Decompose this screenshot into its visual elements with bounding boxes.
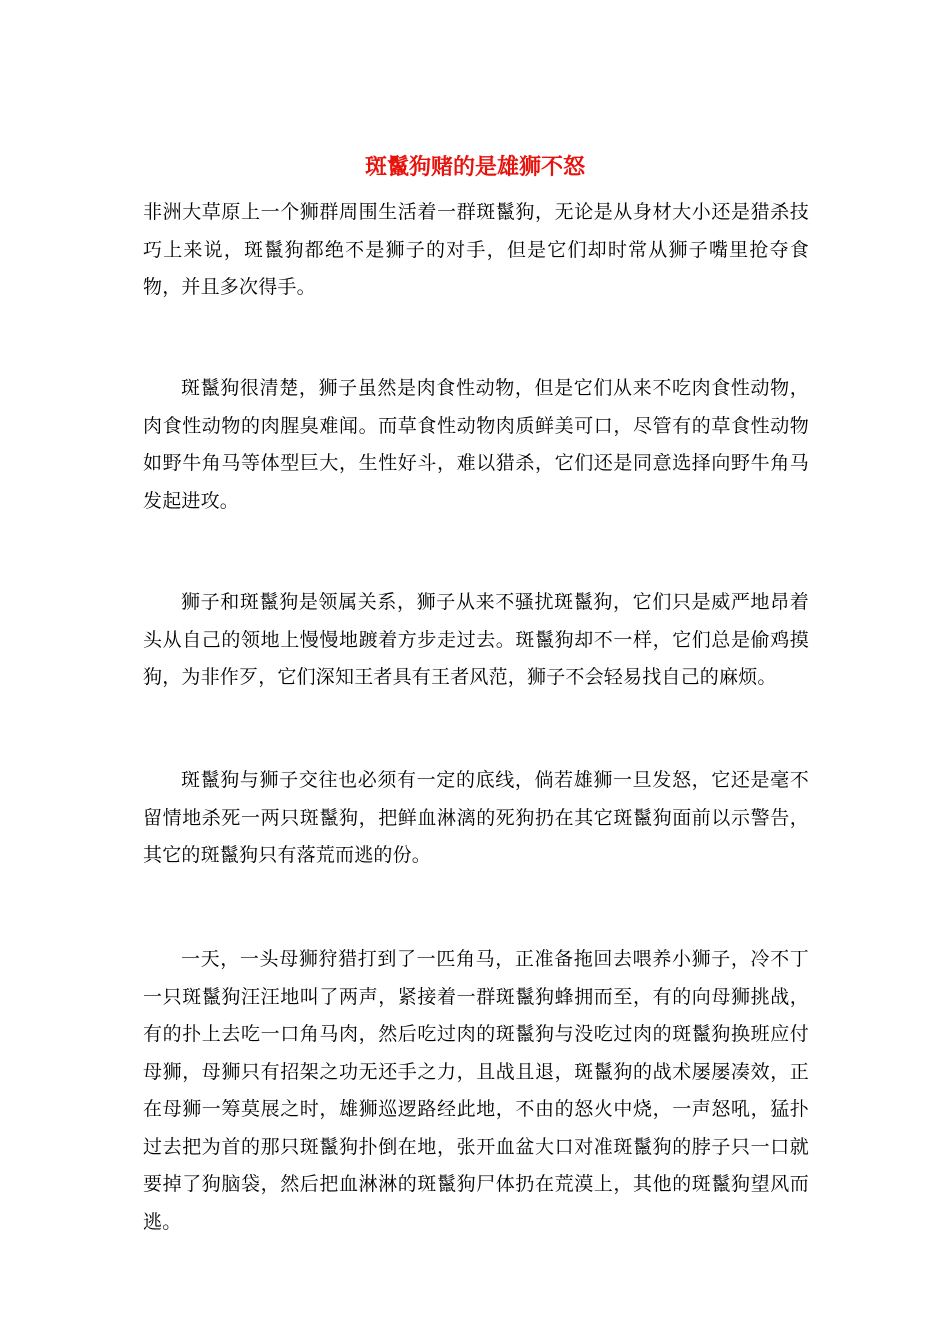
paragraph-3: 狮子和斑鬣狗是领属关系，狮子从来不骚扰斑鬣狗，它们只是威严地昂着头从自己的领地上慢慢地踱着方步走过去。斑鬣狗却不一样，它们总是偷鸡摸狗，为非作歹，它们深知王者具有王者风范，狮子不会轻易找自己的麻烦。 bbox=[143, 591, 809, 688]
paragraph-2: 斑鬣狗很清楚，狮子虽然是肉食性动物，但是它们从来不吃肉食性动物，肉食性动物的肉腥臭难闻。而草食性动物肉质鲜美可口，尽管有的草食性动物如野牛角马等体型巨大，生性好斗，难以猎杀，它们还是同意选择向野牛角马发起进攻。 bbox=[143, 377, 809, 512]
paragraph-1: 非洲大草原上一个狮群周围生活着一群斑鬣狗，无论是从身材大小还是猎杀技巧上来说，斑鬣狗都绝不是狮子的对手，但是它们却时常从狮子嘴里抢夺食物，并且多次得手。 bbox=[143, 201, 809, 298]
document-title: 斑鬣狗赌的是雄狮不怒 bbox=[364, 154, 585, 180]
paragraph-5: 一天，一头母狮狩猎打到了一匹角马，正准备拖回去喂养小狮子，冷不丁一只斑鬣狗汪汪地叫了两声，紧接着一群斑鬣狗蜂拥而至，有的向母狮挑战，有的扑上去吃一口角马肉，然后吃过肉的斑鬣狗与没吃过肉的斑鬣狗换班应付母狮，母狮只有招架之功无还手之力，且战且退，斑鬣狗的战术屡屡凑效，正在母狮一筹莫展之时，雄狮巡逻路经此地，不由的怒火中烧，一声怒吼，猛扑过去把为首的那只斑鬣狗扑倒在地，张开血盆大口对准斑鬣狗的脖子只一口就要掉了狗脑袋，然后把血淋淋的斑鬣狗尸体扔在荒漠上，其他的斑鬣狗望风而逃。 bbox=[143, 948, 809, 1233]
paragraph-4: 斑鬣狗与狮子交往也必须有一定的底线，倘若雄狮一旦发怒，它还是毫不留情地杀死一两只斑鬣狗，把鲜血淋漓的死狗扔在其它斑鬣狗面前以示警告，其它的斑鬣狗只有落荒而逃的份。 bbox=[143, 769, 809, 866]
